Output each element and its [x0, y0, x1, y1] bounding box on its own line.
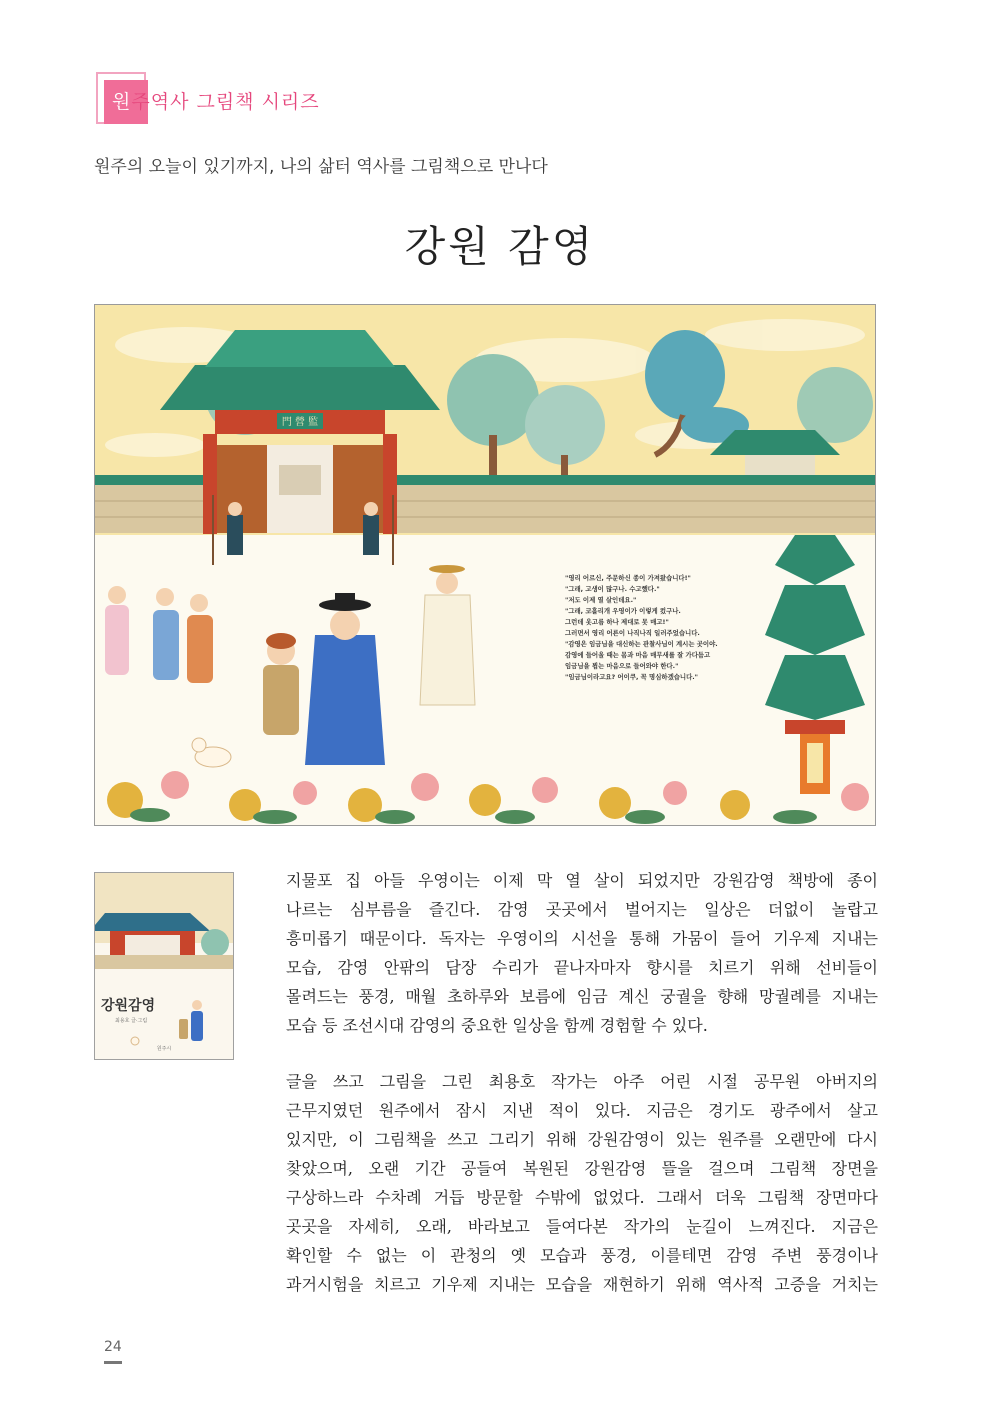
boy-figure [263, 633, 299, 735]
body-line: 찾았으며, 오랜 기간 공들여 복원된 강원감영 뜰을 걸으며 그림책 장면을 [286, 1159, 878, 1178]
speech-line: 감영에 들어올 때는 몸과 마음 매무새를 잘 가다듬고 [565, 651, 711, 659]
illustration-svg [95, 305, 875, 825]
body-line: 확인할 수 없는 이 관청의 옛 모습과 풍경, 이를테면 감영 주변 풍경이나 [286, 1246, 878, 1265]
body-paragraph-1 [286, 866, 878, 1040]
speech-line: "영리 어르신, 주문하신 종이 가져왔습니다!" [565, 574, 691, 582]
speech-line: 그런데 옷고름 하나 제대로 못 매고!" [565, 618, 669, 626]
page-number: 24 [104, 1339, 122, 1355]
speech-line: 임금님을 뵙는 마음으로 들어와야 한다." [565, 662, 679, 670]
body-line: 흥미롭기 때문이다. 독자는 우영이의 시선을 통해 가뭄이 들어 기우제 지내는 [286, 929, 878, 948]
body-line: 있지만, 이 그림책을 쓰고 그리기 위해 강원감영이 있는 원주를 오랜만에 다시 [286, 1130, 878, 1149]
speech-line: 그러면서 영리 어른이 나직나직 일러주었습니다. [565, 629, 700, 637]
body-line: 지물포 집 아들 우영이는 이제 막 열 살이 되었지만 강원감영 책방에 종이 [286, 871, 878, 890]
book-cover [94, 872, 234, 1060]
speech-line: "감영은 임금님을 대신하는 관찰사님이 계시는 곳이야. [565, 640, 718, 648]
series-title [112, 87, 320, 114]
illustration-gamyeong-gate [94, 304, 876, 826]
speech-line: "저도 이제 열 살인데요." [565, 596, 637, 604]
book-cover-art [95, 873, 233, 1059]
body-line: 모습 등 조선시대 감영의 중요한 일상을 함께 경험할 수 있다. [286, 1016, 708, 1035]
book-cover-author: 최용호 글·그림 [115, 1018, 148, 1024]
body-line: 몰려드는 풍경, 매월 초하루와 보름에 임금 계신 궁궐을 향해 망궐례를 지내는 [286, 987, 878, 1006]
body-line: 과거시험을 치르고 기우제 지내는 모습을 재현하기 위해 역사적 고증을 거치는 [286, 1275, 878, 1294]
series-title-first-char: 원 [112, 91, 132, 113]
gate-plaque-text: 門 營 監 [281, 417, 319, 428]
body-line: 모습, 감영 안팎의 담장 수리가 끝나자마자 향시를 치르기 위해 선비들이 [286, 958, 878, 977]
speech-line: "임금님이라고요? 어이쿠, 꼭 명심하겠습니다." [565, 673, 699, 681]
page-subtitle: 원주의 오늘이 있기까지, 나의 삶터 역사를 그림책으로 만나다 [94, 157, 548, 177]
body-paragraph-2 [286, 1067, 878, 1299]
women-figures [105, 586, 213, 683]
book-cover-publisher: 원주시 [156, 1046, 172, 1052]
body-line: 나르는 심부름을 즐긴다. 감영 곳곳에서 벌어지는 일상은 더없이 놀랍고 [286, 900, 878, 919]
page-title: 강원 감영 [404, 222, 596, 271]
body-line: 근무지였던 원주에서 잠시 지낸 적이 있다. 지금은 경기도 광주에서 살고 [286, 1101, 878, 1120]
book-cover-title: 강원감영 [101, 998, 156, 1014]
speech-line: "그래, 코흘리개 우영이가 이렇게 컸구나. [565, 607, 681, 615]
body-line: 글을 쓰고 그림을 그린 최용호 작가는 아주 어린 시절 공무원 아버지의 [286, 1072, 878, 1091]
speech-text-block [565, 573, 718, 683]
body-line: 구상하느라 수차례 거듭 방문할 수밖에 없었다. 그래서 더욱 그림책 장면마다 [286, 1188, 878, 1207]
page-number-underline [104, 1361, 122, 1364]
body-line: 곳곳을 자세히, 오래, 바라보고 들여다본 작가의 눈길이 느껴진다. 지금은 [286, 1217, 878, 1236]
speech-line: "그래, 고생이 많구나. 수고했다." [565, 585, 660, 593]
series-title-rest: 주역사 그림책 시리즈 [131, 91, 320, 113]
